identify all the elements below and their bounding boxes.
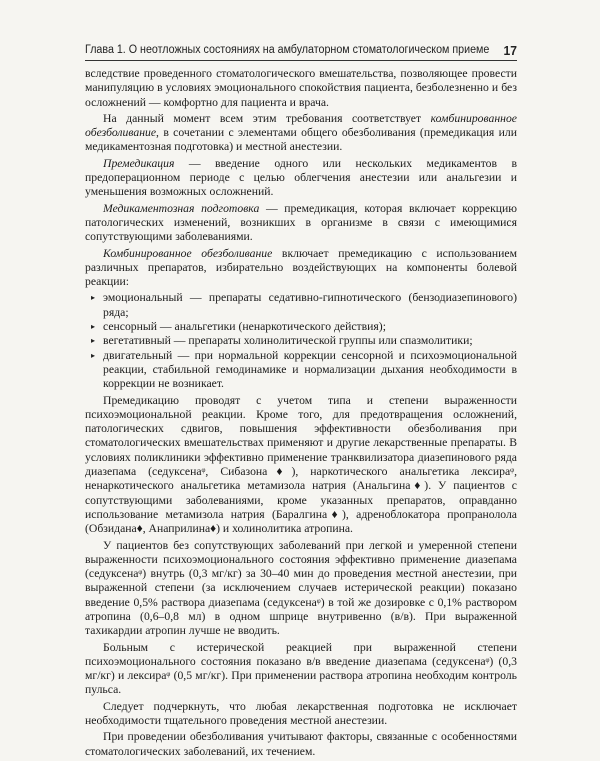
paragraph-text: — премедикация, которая включает коррекцию патологических изменений, возникших в организме в связи с имеющимися сопутствующими заболеваниями. (85, 201, 517, 244)
list-item (85, 320, 517, 334)
list-item (85, 291, 517, 320)
component-list (85, 291, 517, 391)
paragraph: У пациентов без сопутствующих заболеваний при легкой и умеренной степени выраженности психоэмоционального состояния эффективно применение диазепама (седуксенаᵠ) внутрь (0,3 мг/кг) за 30–40 мин до проведения местной анестезии, при выраженной степени (за исключением случаев истерической реакции) показано введение 0,5% раствора диазепама (седуксенаᵠ) в той же дозировке с 0,1% раствором атропина (0,6–0,8 мл) в одном шприце внутривенно (в/в). При выраженной тахикардии атропин лучше не вводить. (85, 538, 517, 638)
running-header (85, 40, 517, 62)
term-italic: Медикаментозная подготовка (103, 201, 260, 215)
paragraph-text: На данный момент всем этим требования соответствует (103, 111, 431, 125)
paragraph (85, 112, 517, 155)
term-italic: Премедикация (103, 156, 175, 170)
paragraph-text: , в сочетании с элементами общего обезболивания (премедикация или медикаментозная подготовка) и местной анестезии. (85, 126, 517, 154)
paragraph: Следует подчеркнуть, что любая лекарственная подготовка не исключает необходимости тщательного проведения местной анестезии. (85, 699, 517, 728)
triangle-bullet-icon: ▸ (91, 293, 96, 303)
paragraph-text: включает премедикацию с использованием различных препаратов, избирательно воздействующих на компоненты болевой реакции: (85, 246, 517, 289)
triangle-bullet-icon: ▸ (91, 350, 96, 360)
page-body (85, 67, 517, 761)
list-item (85, 334, 517, 348)
paragraph (85, 202, 517, 245)
paragraph: При проведении обезболивания учитывают факторы, связанные с особенностями стоматологических заболеваний, их течением. (85, 730, 517, 758)
triangle-bullet-icon: ▸ (91, 322, 96, 332)
term-italic: комбинированное обезболивание (85, 111, 517, 140)
paragraph (85, 247, 517, 290)
page-number: 17 (503, 43, 517, 58)
term-italic: Комбинированное обезболивание (103, 246, 273, 260)
paragraph (85, 157, 517, 200)
paragraph: Премедикацию проводят с учетом типа и степени выраженности психоэмоциональной реакции. Кроме того, для предотвращения осложнений, патологических сдвигов, повышения эффективности обезболивания при стоматологических вмешательствах применяют и другие лекарственные препараты. В условиях поликлиники эффективно применение транквилизатора диазепинового ряда диазепама (седуксенаᵠ, Сибазона♦), наркотического анальгетика лексираᵠ, ненаркотического анальгетика метамизола натрия (Анальгина♦). У пациентов с сопутствующими заболеваниями, кроме указанных препаратов, оправданно использование метамизола натрия (Баралгина♦), адреноблокатора пропранолола (Обзидана♦, Анаприлина♦) и холинолитика атропина. (85, 393, 517, 536)
triangle-bullet-icon: ▸ (91, 336, 96, 346)
list-item-text: вегетативный — препараты холинолитической группы или спазмолитики; (103, 334, 473, 348)
list-item (85, 349, 517, 392)
paragraph: Больным с истерической реакцией при выраженной степени психоэмоционального состояния показано в/в введение диазепама (седуксенаᵠ) (0,3 мг/кг) и лексираᵠ (0,5 мг/кг). При применении раствора атропина необходим контроль пульса. (85, 640, 517, 697)
list-item-text: двигательный — при нормальной коррекции сенсорной и психоэмоциональной реакции, стабильной гемодинамике и нормализации дыхания необходимости в коррекции не возникает. (103, 348, 517, 391)
paragraph: вследствие проведенного стоматологического вмешательства, позволяющее провести манипуляцию в условиях эмоционального спокойствия пациента, безболезненно и без осложнений — комфортно для пациента и врача. (85, 67, 517, 109)
chapter-title: Глава 1. О неотложных состояниях на амбулаторном стоматологическом приеме (85, 44, 490, 56)
header-rule (85, 60, 517, 61)
list-item-text: эмоциональный — препараты седативно-гипнотического (бензодиазепинового) ряда; (103, 291, 517, 319)
paragraph-text: — введение одного или нескольких медикаментов в предоперационном периоде с целью облегчения анестезии или анальгезии и уменьшения возможных осложнений. (85, 156, 517, 199)
list-item-text: сенсорный — анальгетики (ненаркотического действия); (103, 320, 386, 334)
